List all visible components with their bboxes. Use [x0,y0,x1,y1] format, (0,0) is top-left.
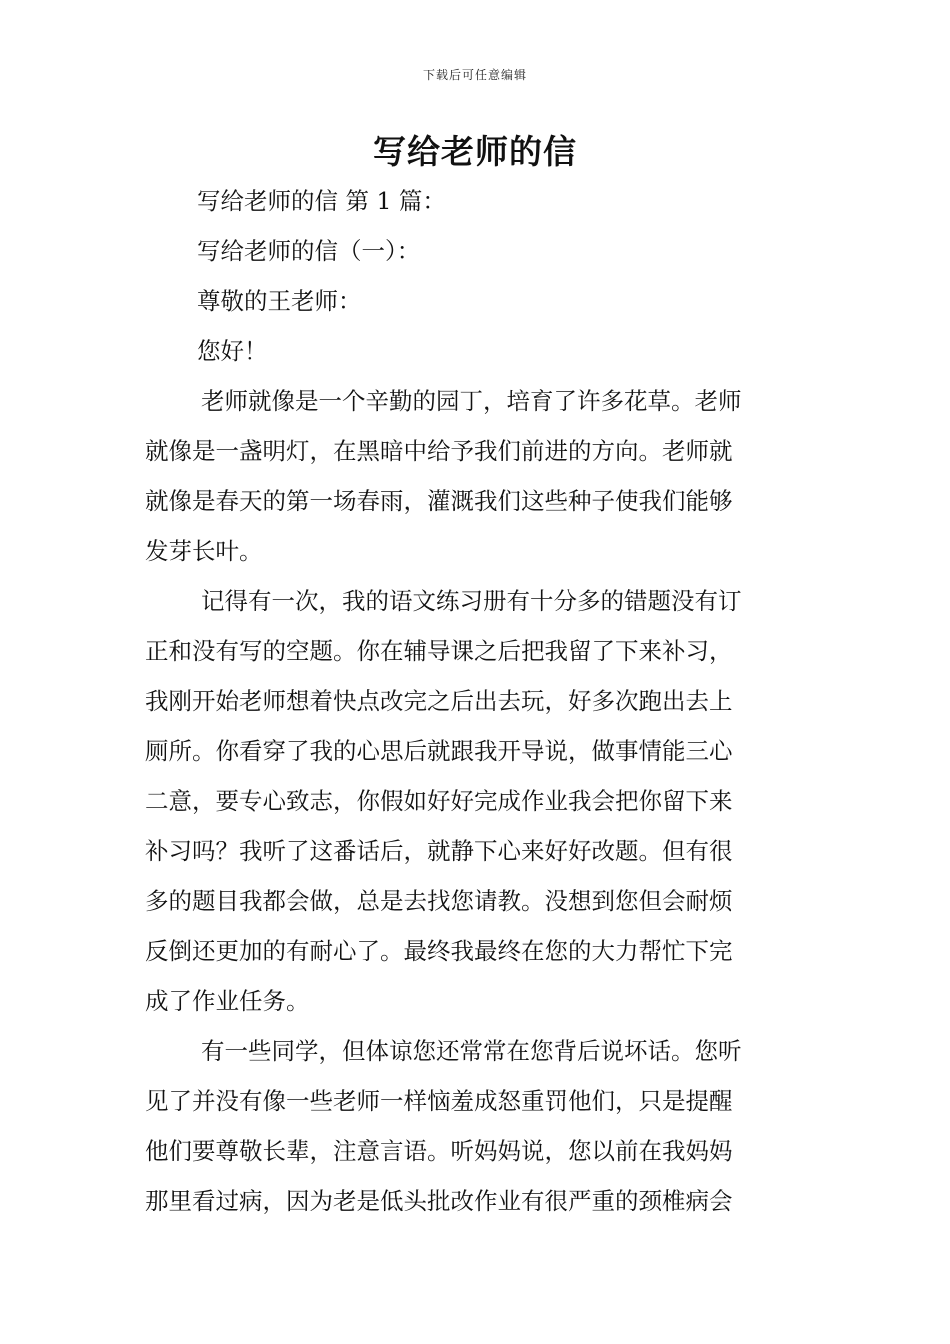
text-line: 就像是一盏明灯，在黑暗中给予我们前进的方向。老师就 [145,437,733,465]
text-line: 老师就像是一个辛勤的园丁，培育了许多花草。老师 [201,387,742,415]
text-line: 厕所。你看穿了我的心思后就跟我开导说，做事情能三心 [145,737,733,765]
text-line: 那里看过病，因为老是低头批改作业有很严重的颈椎病会 [145,1187,733,1215]
text-line: 写给老师的信 第 1 篇： [197,187,446,215]
text-line: 见了并没有像一些老师一样恼羞成怒重罚他们，只是提醒 [145,1087,733,1115]
document-body [145,176,810,1226]
text-line: 二意，要专心致志，你假如好好完成作业我会把你留下来 [145,787,733,815]
text-line: 他们要尊敬长辈，注意言语。听妈妈说，您以前在我妈妈 [145,1137,733,1165]
text-line: 有一些同学，但体谅您还常常在您背后说坏话。您听 [201,1037,742,1065]
text-line: 尊敬的王老师： [197,287,362,315]
text-line: 记得有一次，我的语文练习册有十分多的错题没有订 [201,587,742,615]
text-line: 您好！ [197,337,268,365]
text-line: 补习吗？我听了这番话后，就静下心来好好改题。但有很 [145,837,733,865]
header-note: 下载后可任意编辑 [422,68,527,82]
text-line: 成了作业任务。 [145,987,310,1015]
text-line: 我刚开始老师想着快点改完之后出去玩，好多次跑出去上 [145,687,733,715]
text-line: 正和没有写的空题。你在辅导课之后把我留了下来补习， [145,637,733,665]
text-line: 写给老师的信（一）： [197,237,421,265]
document-title: 写给老师的信 [373,132,577,171]
text-line: 多的题目我都会做，总是去找您请教。没想到您但会耐烦 [145,887,733,915]
text-line: 就像是春天的第一场春雨，灌溉我们这些种子使我们能够 [145,487,733,515]
text-line: 发芽长叶。 [145,537,263,565]
text-line: 反倒还更加的有耐心了。最终我最终在您的大力帮忙下完 [145,937,733,965]
